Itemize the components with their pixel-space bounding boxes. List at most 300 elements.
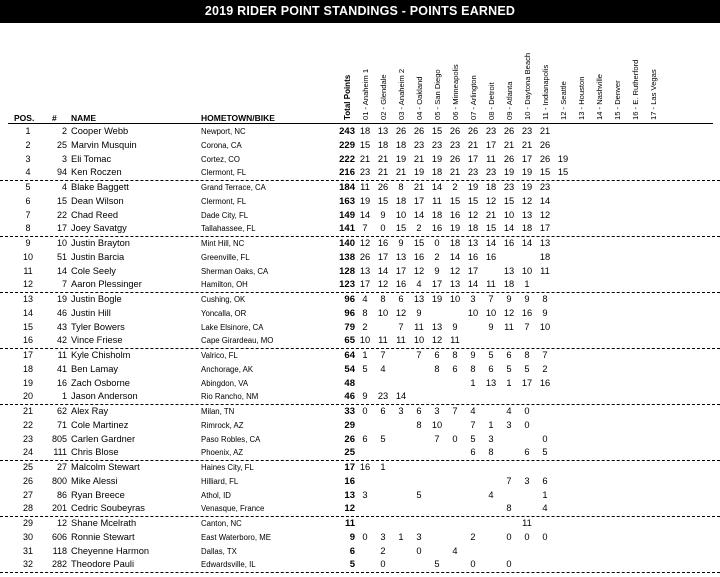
round-points-cell: 6 [506, 350, 512, 360]
total-points-cell: 96 [344, 294, 355, 305]
total-points-cell: 222 [339, 153, 355, 165]
round-header [557, 30, 570, 120]
round-header [413, 30, 426, 120]
round-points-cell: 19 [413, 167, 425, 178]
position-cell: 32 [22, 559, 33, 570]
round-points-cell: 21 [413, 182, 425, 192]
round-points-cell: 5 [488, 350, 494, 360]
round-points-cell: 4 [380, 363, 386, 374]
round-points-cell: 26 [377, 182, 389, 192]
round-points-cell: 9 [470, 350, 476, 360]
round-points-cell: 10 [413, 335, 425, 346]
table-row [0, 334, 720, 349]
round-points-cell: 4 [506, 406, 512, 416]
round-header [593, 30, 606, 120]
hometown-cell: Clermont, FL [201, 168, 247, 178]
position-cell: 28 [22, 503, 33, 514]
rider-number-cell: 17 [56, 223, 67, 234]
position-cell: 5 [25, 182, 31, 192]
round-points-cell: 15 [557, 167, 569, 178]
round-points-cell: 26 [539, 153, 551, 164]
round-header [629, 30, 642, 120]
round-points-cell: 10 [521, 265, 533, 276]
column-label: 13 - Houston [577, 76, 586, 120]
round-points-cell: 12 [431, 335, 443, 346]
hometown-cell: Cushing, OK [201, 295, 246, 304]
round-points-cell: 14 [449, 251, 461, 262]
round-points-cell: 17 [521, 377, 533, 388]
table-row [0, 166, 720, 181]
rider-name-cell: Cole Martinez [71, 419, 129, 430]
round-points-cell: 12 [467, 209, 479, 220]
round-points-cell: 3 [416, 531, 422, 542]
hometown-cell: Edwardsville, IL [201, 560, 256, 570]
round-points-cell: 19 [521, 167, 533, 178]
position-cell: 31 [22, 545, 33, 556]
round-points-cell: 9 [434, 265, 440, 276]
rider-name-cell: Chris Blose [71, 447, 119, 458]
round-points-cell: 17 [467, 265, 479, 276]
pos-header: POS. [14, 113, 35, 123]
round-points-cell: 13 [503, 265, 515, 276]
position-cell: 6 [25, 195, 31, 206]
round-points-cell: 17 [377, 251, 389, 262]
total-points-cell: 33 [344, 406, 355, 417]
round-points-cell: 0 [362, 531, 368, 542]
round-header [431, 30, 444, 120]
round-points-cell: 3 [398, 406, 404, 416]
round-points-cell: 6 [542, 475, 548, 486]
round-points-cell: 19 [431, 294, 443, 304]
round-points-cell: 26 [503, 153, 515, 164]
round-header [611, 30, 624, 120]
round-points-cell: 12 [503, 307, 515, 318]
hometown-cell: Sherman Oaks, CA [201, 266, 269, 276]
table-row [0, 545, 720, 559]
total-points-cell: 13 [344, 489, 355, 501]
rider-number-cell: 3 [61, 153, 67, 164]
total-points-cell: 54 [344, 363, 355, 375]
round-points-cell: 7 [452, 406, 458, 416]
round-points-cell: 0 [524, 531, 530, 542]
rider-number-cell: 111 [53, 447, 67, 458]
rider-number-cell: 118 [52, 545, 67, 556]
position-cell: 12 [22, 279, 33, 290]
position-cell: 4 [25, 167, 31, 178]
round-points-cell: 17 [413, 195, 425, 206]
position-cell: 22 [22, 419, 33, 430]
table-row [0, 390, 720, 405]
total-points-cell: 11 [344, 518, 355, 529]
round-points-cell: 0 [506, 559, 512, 570]
rider-name-cell: Tyler Bowers [71, 321, 125, 332]
round-points-cell: 18 [485, 182, 497, 192]
round-points-cell: 17 [431, 279, 443, 290]
round-points-cell: 7 [470, 419, 476, 430]
round-points-cell: 3 [506, 419, 512, 430]
round-points-cell: 2 [542, 363, 548, 374]
round-points-cell: 23 [539, 182, 551, 192]
position-cell: 13 [22, 294, 33, 304]
total-points-cell: 5 [349, 559, 355, 571]
round-points-cell: 11 [486, 279, 496, 290]
round-points-cell: 5 [542, 447, 548, 458]
rider-name-cell: Dean Wilson [71, 195, 124, 206]
total-points-cell: 140 [339, 238, 355, 249]
hometown-cell: Dallas, TX [201, 546, 237, 556]
table-row [0, 181, 720, 195]
table-row [0, 446, 720, 461]
round-points-cell: 19 [557, 153, 569, 164]
round-points-cell: 18 [467, 223, 479, 234]
round-points-cell: 17 [359, 279, 371, 290]
round-points-cell: 21 [449, 167, 461, 178]
position-cell: 23 [22, 433, 33, 444]
round-points-cell: 0 [524, 419, 530, 430]
rider-name-cell: Marvin Musquin [71, 139, 137, 150]
round-points-cell: 11 [378, 335, 388, 346]
round-points-cell: 15 [449, 195, 461, 206]
name-header: NAME [71, 113, 97, 123]
position-cell: 9 [25, 238, 31, 248]
round-points-cell: 13 [395, 251, 407, 262]
position-cell: 16 [22, 335, 33, 346]
hometown-cell: Newport, NC [201, 127, 246, 136]
rider-name-cell: Justin Bogle [71, 294, 122, 304]
round-points-cell: 23 [467, 167, 479, 178]
round-points-cell: 10 [431, 419, 443, 430]
hometown-cell: Rio Rancho, NM [201, 392, 259, 402]
total-points-cell: 79 [344, 321, 355, 333]
round-points-cell: 0 [542, 531, 548, 542]
round-points-cell: 21 [377, 153, 389, 164]
round-points-cell: 8 [416, 419, 422, 430]
table-row [0, 419, 720, 433]
round-points-cell: 26 [539, 139, 551, 150]
round-points-cell: 23 [431, 139, 443, 150]
table-row [0, 209, 720, 223]
round-points-cell: 6 [398, 294, 404, 304]
position-cell: 3 [25, 153, 31, 164]
round-points-cell: 12 [377, 279, 389, 290]
round-points-cell: 0 [362, 406, 368, 416]
rider-number-cell: 43 [56, 321, 67, 332]
round-points-cell: 7 [524, 321, 530, 332]
rider-number-cell: 11 [57, 350, 67, 360]
round-points-cell: 9 [542, 307, 548, 318]
round-points-cell: 11 [540, 265, 550, 276]
column-label: 01 - Anaheim 1 [361, 68, 370, 120]
round-points-cell: 2 [362, 321, 368, 332]
rider-name-cell: Ronnie Stewart [71, 531, 135, 542]
round-points-cell: 11 [360, 182, 370, 192]
round-points-cell: 3 [434, 406, 440, 416]
round-points-cell: 0 [506, 531, 512, 542]
round-header [575, 30, 588, 120]
hometown-cell: Canton, NC [201, 519, 242, 528]
round-points-cell: 18 [377, 139, 389, 150]
table-row [0, 558, 720, 573]
round-points-cell: 21 [377, 167, 389, 178]
hometown-cell: Greenville, FL [201, 252, 250, 262]
column-label: 09 - Atlanta [505, 81, 514, 120]
rider-number-cell: 805 [51, 433, 67, 444]
round-points-cell: 8 [362, 307, 368, 318]
round-points-cell: 19 [431, 153, 443, 164]
table-row [0, 153, 720, 167]
round-points-cell: 5 [506, 363, 512, 374]
round-points-cell: 5 [380, 433, 386, 444]
round-points-cell: 16 [467, 251, 479, 262]
round-points-cell: 16 [377, 238, 389, 248]
rider-name-cell: Cedric Soubeyras [71, 503, 145, 514]
round-points-cell: 10 [467, 307, 479, 318]
round-points-cell: 16 [449, 209, 461, 220]
round-points-cell: 5 [470, 433, 476, 444]
round-points-cell: 3 [380, 531, 386, 542]
round-points-cell: 5 [524, 363, 530, 374]
round-points-cell: 21 [485, 209, 497, 220]
round-header [359, 30, 372, 120]
column-label: 02 - Glendale [379, 74, 388, 120]
rider-number-cell: 27 [56, 462, 67, 472]
round-points-cell: 18 [449, 238, 461, 248]
total-points-cell: 65 [344, 335, 355, 347]
column-label: 17 - Las Vegas [649, 69, 658, 120]
round-header [647, 30, 660, 120]
round-points-cell: 21 [467, 139, 479, 150]
total-points-cell: 64 [344, 350, 355, 361]
round-points-cell: 7 [542, 350, 548, 360]
total-points-cell: 46 [344, 391, 355, 403]
round-points-cell: 6 [452, 363, 458, 374]
total-points-cell: 25 [344, 447, 355, 459]
round-points-cell: 18 [431, 209, 443, 220]
round-points-cell: 17 [395, 265, 407, 276]
table-row [0, 195, 720, 209]
round-points-cell: 3 [524, 475, 530, 486]
round-points-cell: 16 [395, 279, 407, 290]
round-points-cell: 21 [503, 139, 515, 150]
table-row [0, 307, 720, 321]
round-points-cell: 1 [362, 350, 368, 360]
rider-name-cell: Cooper Webb [71, 126, 129, 136]
round-points-cell: 8 [542, 294, 548, 304]
hometown-cell: Athol, ID [201, 490, 231, 500]
position-cell: 21 [22, 406, 33, 416]
rider-name-cell: Eli Tomac [71, 153, 112, 164]
round-points-cell: 8 [470, 363, 476, 374]
table-row [0, 293, 720, 307]
round-points-cell: 16 [503, 238, 515, 248]
rider-number-cell: 15 [56, 195, 67, 206]
round-points-cell: 6 [488, 363, 494, 374]
round-points-cell: 8 [452, 350, 458, 360]
round-points-cell: 12 [449, 265, 461, 276]
rider-number-cell: 51 [56, 251, 67, 262]
round-points-cell: 9 [524, 294, 530, 304]
rider-name-cell: Shane Mcelrath [71, 518, 137, 528]
total-points-cell: 141 [339, 223, 355, 235]
round-points-cell: 19 [359, 195, 371, 206]
round-points-cell: 3 [362, 489, 368, 500]
table-row [0, 222, 720, 237]
position-cell: 2 [25, 139, 31, 150]
round-points-cell: 11 [432, 195, 442, 206]
round-points-cell: 17 [539, 223, 551, 234]
round-points-cell: 14 [413, 209, 425, 220]
round-points-cell: 12 [413, 265, 425, 276]
rider-name-cell: Ryan Breece [71, 489, 125, 500]
position-cell: 17 [22, 350, 33, 360]
round-header [377, 30, 390, 120]
round-points-cell: 14 [377, 265, 389, 276]
rider-name-cell: Chad Reed [71, 209, 119, 220]
round-points-cell: 13 [485, 377, 497, 388]
round-points-cell: 3 [470, 294, 476, 304]
round-points-cell: 15 [431, 126, 443, 136]
rider-name-cell: Blake Baggett [71, 182, 129, 192]
hometown-cell: Haines City, FL [201, 463, 254, 472]
column-label: 12 - Seattle [559, 81, 568, 120]
round-points-cell: 23 [485, 126, 497, 136]
column-label: 04 - Oakland [415, 76, 424, 120]
hometown-cell: Phoenix, AZ [201, 448, 244, 458]
rider-name-cell: Vince Friese [71, 335, 123, 346]
round-points-cell: 7 [434, 433, 440, 444]
round-points-cell: 13 [431, 321, 443, 332]
round-points-cell: 0 [434, 238, 440, 248]
round-header [539, 30, 552, 120]
position-cell: 26 [22, 475, 33, 486]
round-points-cell: 11 [414, 321, 424, 332]
rider-name-cell: Kyle Chisholm [71, 350, 131, 360]
total-points-cell: 216 [339, 167, 355, 179]
round-points-cell: 14 [503, 223, 515, 234]
round-points-cell: 8 [506, 503, 512, 514]
position-cell: 18 [22, 363, 33, 374]
total-points-cell: 6 [349, 545, 355, 557]
round-points-cell: 23 [503, 182, 515, 192]
round-points-cell: 0 [380, 559, 386, 570]
round-points-cell: 15 [539, 167, 551, 178]
round-points-cell: 2 [452, 182, 458, 192]
round-points-cell: 11 [396, 335, 406, 346]
round-points-cell: 10 [449, 294, 461, 304]
hometown-cell: Clermont, FL [201, 196, 247, 206]
hometown-cell: Venasque, France [201, 504, 265, 514]
rider-name-cell: Justin Brayton [71, 238, 130, 248]
rider-name-cell: Cheyenne Harmon [71, 545, 150, 556]
round-points-cell: 26 [395, 126, 407, 136]
table-row [0, 475, 720, 489]
column-label: 05 - San Diego [433, 69, 442, 120]
round-points-cell: 13 [539, 238, 551, 248]
table-row [0, 377, 720, 391]
total-points-cell: 128 [339, 265, 355, 277]
round-points-cell: 6 [362, 433, 368, 444]
rider-number-cell: 25 [56, 139, 67, 150]
round-points-cell: 14 [431, 182, 443, 192]
round-points-cell: 13 [467, 238, 479, 248]
round-points-cell: 23 [359, 167, 371, 178]
rider-name-cell: Carlen Gardner [71, 433, 136, 444]
rider-number-cell: 7 [61, 279, 67, 290]
column-label: 10 - Daytona Beach [523, 52, 532, 120]
round-points-cell: 10 [377, 307, 389, 318]
rider-name-cell: Aaron Plessinger [71, 279, 142, 290]
round-points-cell: 6 [470, 447, 476, 458]
standings-table [0, 125, 720, 573]
round-points-cell: 15 [377, 195, 389, 206]
round-points-cell: 1 [524, 279, 530, 290]
rider-number-cell: 19 [56, 294, 67, 304]
hometown-cell: Milan, TN [201, 407, 235, 416]
round-points-cell: 10 [503, 209, 515, 220]
position-cell: 19 [22, 377, 33, 388]
round-points-cell: 12 [521, 195, 533, 206]
table-row [0, 531, 720, 545]
round-points-cell: 23 [485, 167, 497, 178]
total-points-cell: 123 [339, 279, 355, 291]
hometown-cell: Cortez, CO [201, 154, 240, 164]
rider-name-cell: Malcolm Stewart [71, 462, 140, 472]
round-points-cell: 0 [452, 433, 458, 444]
round-points-cell: 19 [467, 182, 479, 192]
round-points-cell: 21 [395, 167, 407, 178]
round-points-cell: 11 [504, 321, 514, 332]
round-points-cell: 6 [416, 406, 422, 416]
column-label: Total Points [343, 74, 352, 120]
hometown-cell: Cape Girardeau, MO [201, 336, 274, 346]
round-points-cell: 23 [413, 139, 425, 150]
round-points-cell: 23 [449, 139, 461, 150]
round-points-cell: 12 [395, 307, 407, 318]
table-row [0, 321, 720, 335]
position-cell: 11 [23, 265, 33, 276]
round-points-cell: 15 [467, 195, 479, 206]
total-points-cell: 16 [344, 475, 355, 487]
rider-number-cell: 201 [51, 503, 67, 514]
round-points-cell: 4 [416, 279, 422, 290]
round-points-cell: 13 [449, 279, 461, 290]
hometown-cell: Mint Hill, NC [201, 239, 245, 248]
round-points-cell: 15 [395, 223, 407, 234]
round-header [485, 30, 498, 120]
total-points-cell: 17 [344, 462, 355, 473]
round-points-cell: 0 [470, 559, 476, 570]
round-points-cell: 7 [380, 350, 386, 360]
round-points-cell: 9 [362, 391, 368, 402]
total-points-cell: 243 [339, 126, 355, 137]
round-points-cell: 8 [488, 447, 494, 458]
round-points-cell: 9 [380, 209, 386, 220]
round-points-cell: 9 [398, 238, 404, 248]
hometown-cell: Lake Elsinore, CA [201, 322, 264, 332]
round-points-cell: 21 [521, 139, 533, 150]
round-points-cell: 15 [485, 223, 497, 234]
total-points-cell: 229 [339, 139, 355, 151]
round-points-cell: 17 [521, 153, 533, 164]
round-points-cell: 12 [359, 238, 371, 248]
round-points-cell: 15 [413, 238, 425, 248]
hometown-cell: Paso Robles, CA [201, 434, 261, 444]
position-cell: 30 [22, 531, 33, 542]
round-points-cell: 16 [413, 251, 425, 262]
rider-name-cell: Jason Anderson [71, 391, 138, 402]
table-row [0, 517, 720, 531]
rider-number-cell: 2 [61, 126, 67, 136]
